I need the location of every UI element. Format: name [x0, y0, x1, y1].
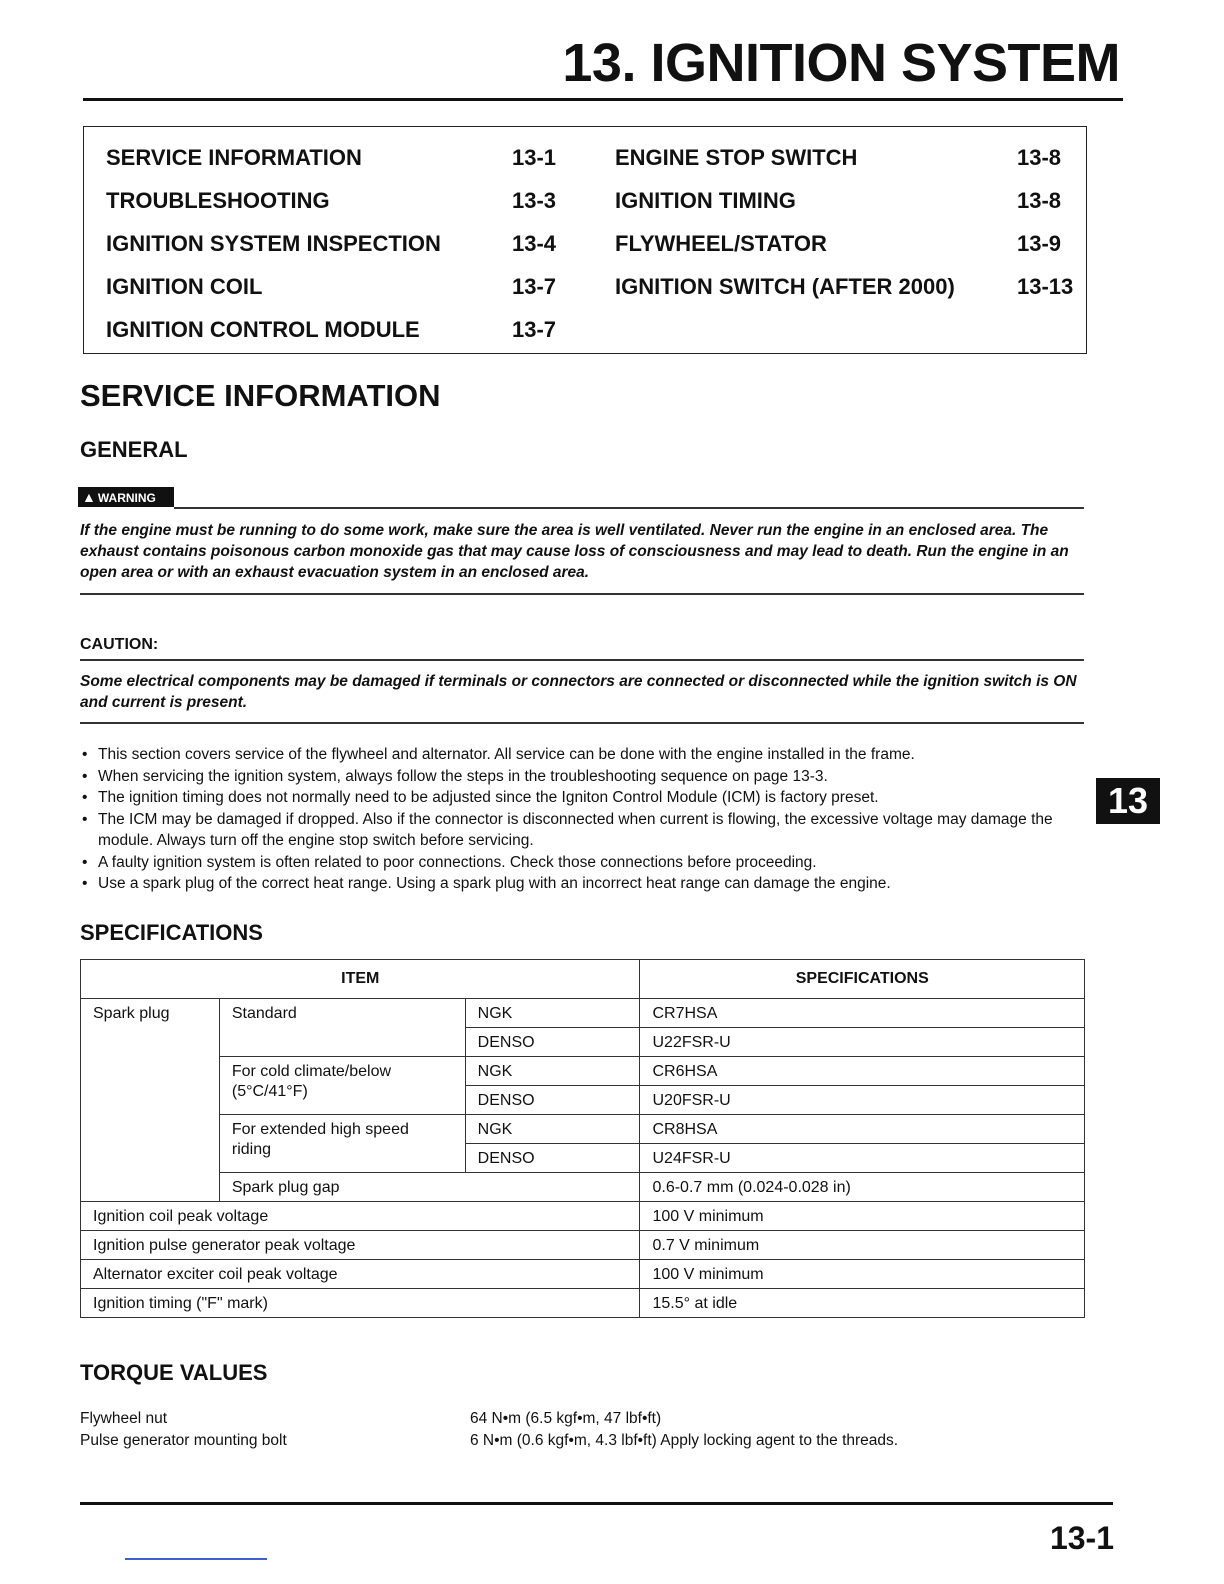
column-header-item: ITEM: [81, 960, 640, 999]
toc-label: IGNITION SYSTEM INSPECTION: [106, 231, 441, 256]
spec-cell: U24FSR-U: [640, 1144, 1085, 1173]
toc-page: 13-7: [512, 317, 557, 342]
toc-label: IGNITION COIL: [106, 274, 263, 299]
toc-label: IGNITION SWITCH (AFTER 2000): [615, 274, 955, 299]
bullet-list: [80, 744, 1090, 895]
divider: [80, 722, 1084, 724]
bullet-item: • This section covers service of the flywheel and alternator. All service can be done with the engine installed in the frame.: [82, 746, 915, 763]
table-row: [81, 1173, 1085, 1202]
spec-cell: 0.7 V minimum: [640, 1231, 1085, 1260]
table-row: [81, 1202, 1085, 1231]
column-header-specifications: SPECIFICATIONS: [640, 960, 1085, 999]
table-row: [81, 999, 1085, 1028]
torque-value: 6 N•m (0.6 kgf•m, 4.3 lbf•ft) Apply locking agent to the threads.: [470, 1432, 899, 1449]
page-number: 13-1: [1049, 1520, 1114, 1556]
warning-text: If the engine must be running to do some work, make sure the area is well ventilated. Never run the engine in an enclosed area. The exhaust contains poisonous carbon monoxide gas that may cause loss of consciousness and may lead to death. Run the engine in an open area or with an exhaust evacuation system in an enclosed area.: [80, 522, 1069, 581]
brand-cell: DENSO: [465, 1086, 640, 1115]
spec-cell: 0.6-0.7 mm (0.024-0.028 in): [640, 1173, 1085, 1202]
general-heading: GENERAL: [80, 437, 188, 462]
table-row: [81, 1115, 1085, 1144]
spec-cell: CR6HSA: [640, 1057, 1085, 1086]
table-row: [81, 1057, 1085, 1086]
brand-cell: NGK: [465, 999, 640, 1028]
spec-cell: 100 V minimum: [640, 1260, 1085, 1289]
item-cell: Ignition timing ("F" mark): [81, 1289, 640, 1318]
spec-cell: CR8HSA: [640, 1115, 1085, 1144]
chapter-title: 13. IGNITION SYSTEM: [562, 33, 1120, 93]
caution-label: CAUTION:: [80, 636, 159, 653]
toc-label: ENGINE STOP SWITCH: [615, 145, 858, 170]
warning-badge: [78, 487, 174, 507]
table-of-contents: [83, 126, 1087, 354]
item-cell: Alternator exciter coil peak voltage: [81, 1260, 640, 1289]
footer-rule: [80, 1502, 1113, 1505]
spec-cell: CR7HSA: [640, 999, 1085, 1028]
spark-plug-cell: Spark plug: [81, 999, 220, 1202]
table-row: [81, 1231, 1085, 1260]
spec-cell: 100 V minimum: [640, 1202, 1085, 1231]
gap-label-cell: Spark plug gap: [219, 1173, 640, 1202]
toc-page: 13-9: [1017, 231, 1062, 256]
spec-cell: U20FSR-U: [640, 1086, 1085, 1115]
bullet-item: • The ICM may be damaged if dropped. Also if the connector is disconnected when current is flowing, the excessive voltage may damage the module. Always turn off the engine stop switch before servicing.: [82, 810, 1053, 849]
warning-triangle-icon: ▲: [82, 489, 96, 505]
divider: [80, 659, 1084, 661]
item-cell: Ignition coil peak voltage: [81, 1202, 640, 1231]
bullet-item: • The ignition timing does not normally need to be adjusted since the Igniton Control Module (ICM) is factory preset.: [82, 789, 879, 806]
brand-cell: DENSO: [465, 1144, 640, 1173]
caution-text: Some electrical components may be damaged if terminals or connectors are connected or disconnected while the ignition switch is ON and current is present.: [80, 673, 1077, 711]
bullet-item: • Use a spark plug of the correct heat range. Using a spark plug with an incorrect heat range can damage the engine.: [82, 875, 891, 892]
bullet-item: • A faulty ignition system is often related to poor connections. Check those connections before proceeding.: [82, 853, 817, 871]
divider: [80, 593, 1084, 595]
toc-label: IGNITION TIMING: [615, 188, 796, 213]
toc-label: SERVICE INFORMATION: [106, 145, 362, 170]
toc-page: 13-8: [1017, 188, 1062, 213]
high-speed-cell: For extended high speed riding: [219, 1115, 465, 1173]
toc-label: FLYWHEEL/STATOR: [615, 231, 827, 256]
spec-cell: 15.5° at idle: [640, 1289, 1085, 1318]
specifications-table: [80, 959, 1085, 1318]
table-row: [81, 1289, 1085, 1318]
section-heading: SERVICE INFORMATION: [80, 378, 441, 413]
toc-page: 13-3: [512, 188, 557, 213]
title-rule: [83, 98, 1123, 101]
brand-cell: DENSO: [465, 1028, 640, 1057]
torque-heading: TORQUE VALUES: [80, 1360, 268, 1385]
toc-page: 13-13: [1017, 274, 1074, 299]
link-underline: [125, 1558, 267, 1560]
brand-cell: NGK: [465, 1057, 640, 1086]
warning-badge-label: WARNING: [97, 491, 156, 505]
toc-page: 13-4: [512, 231, 557, 256]
spec-cell: U22FSR-U: [640, 1028, 1085, 1057]
brand-cell: NGK: [465, 1115, 640, 1144]
torque-value: 64 N•m (6.5 kgf•m, 47 lbf•ft): [470, 1410, 662, 1427]
torque-name: Pulse generator mounting bolt: [80, 1432, 287, 1449]
specifications-heading: SPECIFICATIONS: [80, 920, 263, 945]
divider: [174, 507, 1084, 509]
toc-label: TROUBLESHOOTING: [106, 188, 330, 213]
item-cell: Ignition pulse generator peak voltage: [81, 1231, 640, 1260]
toc-page: 13-8: [1017, 145, 1062, 170]
standard-cell: Standard: [219, 999, 465, 1057]
torque-name: Flywheel nut: [80, 1410, 168, 1427]
cold-climate-cell: For cold climate/below (5°C/41°F): [219, 1057, 465, 1115]
bullet-item: • When servicing the ignition system, always follow the steps in the troubleshooting sequence on page 13-3.: [82, 767, 828, 785]
chapter-tab[interactable]: 13: [1096, 778, 1160, 824]
table-row: [81, 1260, 1085, 1289]
toc-page: 13-1: [512, 145, 557, 170]
toc-label: IGNITION CONTROL MODULE: [106, 317, 420, 342]
toc-page: 13-7: [512, 274, 557, 299]
table-header-row: [81, 960, 1085, 999]
